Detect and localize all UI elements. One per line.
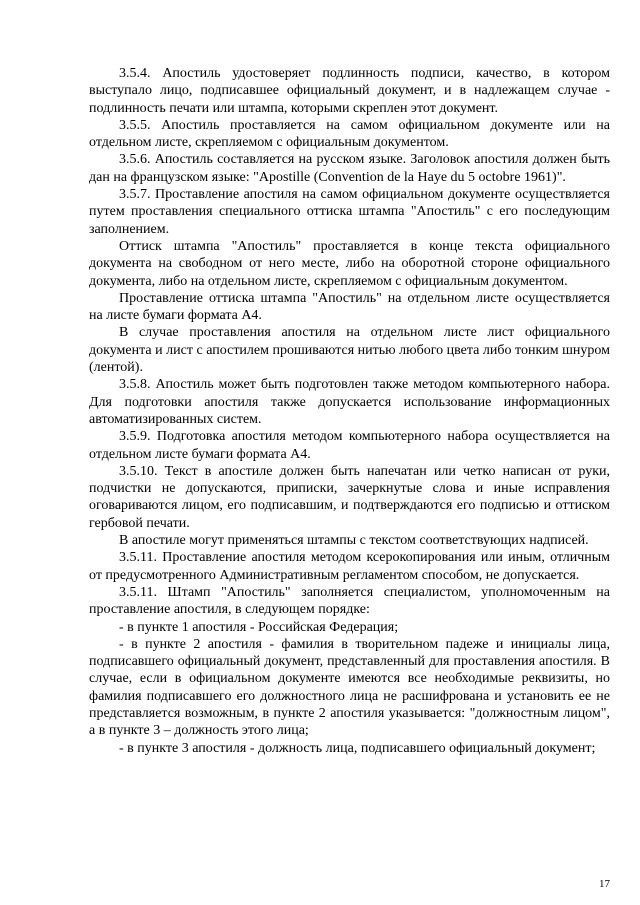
- paragraph-3-5-9: 3.5.9. Подготовка апостиля методом компьютерного набора осуществляется на отдельном листе бумаги формата А4.: [89, 429, 610, 462]
- paragraph-3-5-7: 3.5.7. Проставление апостиля на самом официальном документе осуществляется путем проставления специального оттиска штампа "Апостиль" с его последующим заполнением.: [89, 187, 610, 237]
- document-body: [89, 65, 610, 757]
- list-item-point-3: - в пункте 3 апостиля - должность лица, подписавшего официальный документ;: [119, 740, 596, 756]
- paragraph-3-5-6: 3.5.6. Апостиль составляется на русском языке. Заголовок апостиля должен быть дан на французском языке: "Apostille (Convention de la Haye du 5 octobre 1961)".: [89, 152, 610, 185]
- paragraph-3-5-5: 3.5.5. Апостиль проставляется на самом официальном документе или на отдельном листе, скрепляемом с официальным документом.: [89, 117, 610, 151]
- list-item-point-2: - в пункте 2 апостиля - фамилия в творительном падеже и инициалы лица, подписавшего официальный документ, представленный для проставления апостиля. В случае, если в официальном документе имеются все необходимые реквизиты, но фамилия подписавшего его должностного лица не расшифрована и установить ее не представляется возможным, в пункте 2 апостиля указывается: "должностным лицом", а в пункте 3 – должность этого лица;: [89, 636, 610, 739]
- list-item-point-1: - в пункте 1 апостиля - Российская Федерация;: [119, 619, 399, 635]
- paragraph-3-5-8: 3.5.8. Апостиль может быть подготовлен также методом компьютерного набора. Для подготовки апостиля также допускается использование информационных автоматизированных систем.: [89, 377, 610, 427]
- paragraph-3-5-11-copying: 3.5.11. Проставление апостиля методом ксерокопирования или иным, отличным от предусмотренного Административным регламентом способом, не допускается.: [89, 550, 610, 583]
- paragraph-3-5-4: 3.5.4. Апостиль удостоверяет подлинность подписи, качество, в котором выступало лицо, подписавшее официальный документ, и в надлежащем случае - подлинность печати или штампа, которыми скреплен этот документ.: [89, 66, 610, 116]
- page-number: 17: [599, 878, 610, 890]
- paragraph-3-5-11-fill-order: 3.5.11. Штамп "Апостиль" заполняется специалистом, уполномоченным на проставление апостиля, в следующем порядке:: [89, 584, 610, 618]
- paragraph-stamps-text: В апостиле могут применяться штампы с текстом соответствующих надписей.: [119, 533, 589, 549]
- paragraph-stamp-placement: Оттиск штампа "Апостиль" проставляется в конце текста официального документа на свободном от него месте, либо на оборотной стороне официального документа, либо на отдельном листе, скрепляемом с официальным документом.: [89, 238, 610, 289]
- paragraph-separate-sheet: Проставление оттиска штампа "Апостиль" на отдельном листе осуществляется на листе бумаги формата А4.: [89, 290, 610, 324]
- paragraph-binding: В случае проставления апостиля на отдельном листе лист официального документа и лист с апостилем прошиваются нитью любого цвета либо тонким шнуром (лентой).: [89, 325, 610, 376]
- paragraph-3-5-10: 3.5.10. Текст в апостиле должен быть напечатан или четко написан от руки, подчистки не допускаются, приписки, зачеркнутые слова и иные исправления оговариваются лицом, его подписавшим, и подтверждаются его подписью и оттиском гербовой печати.: [89, 463, 610, 531]
